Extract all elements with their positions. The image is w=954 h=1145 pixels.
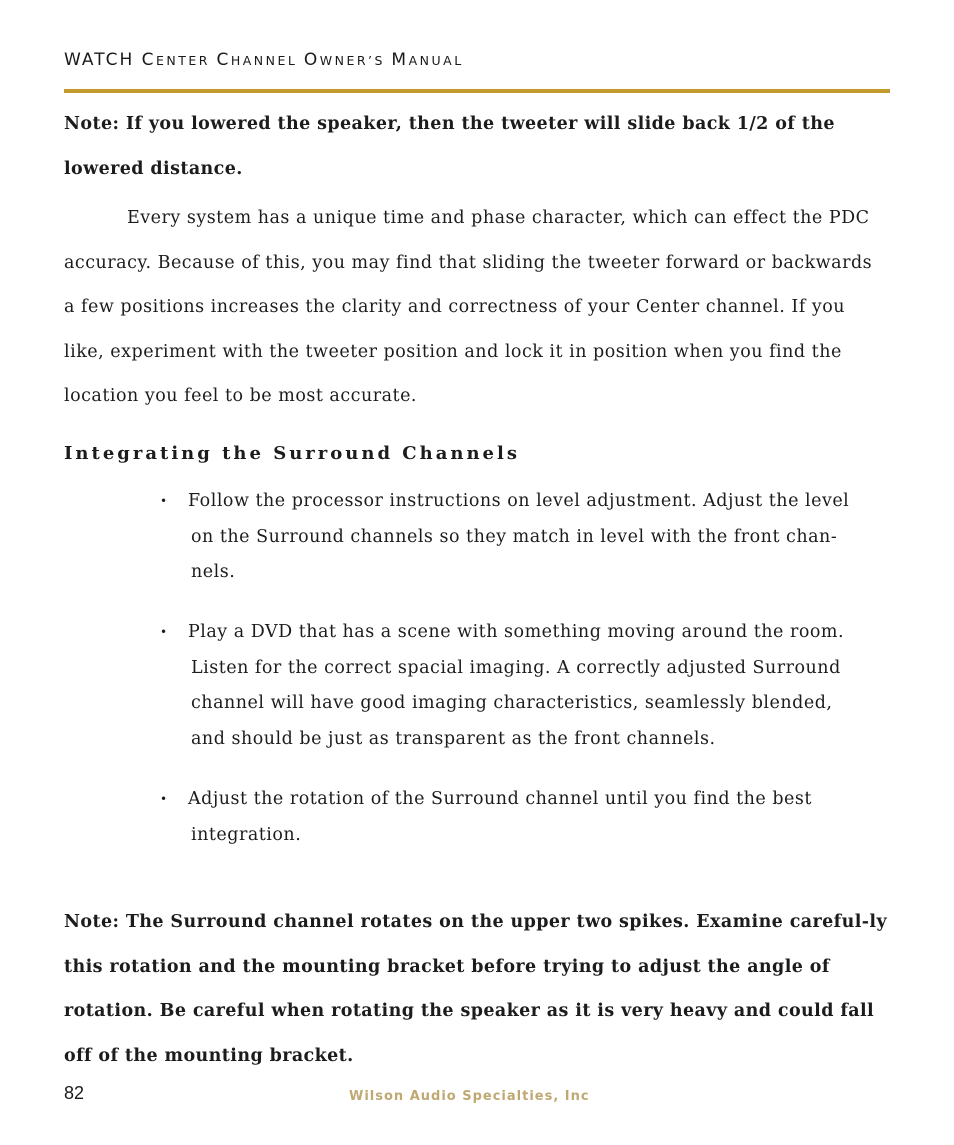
bullet-marker: •: [160, 625, 168, 639]
bullet-text: Play a DVD that has a scene with something moving around the room. Listen for the correct spacial imaging. A correctly adjusted Surround channel will have good imaging characteristics, seamlessly blended, and should be just as transparent as the front channels.: [188, 622, 845, 749]
running-header: [64, 50, 464, 70]
bullet-marker: •: [160, 792, 168, 806]
note-tweeter: Note: If you lowered the speaker, then the tweeter will slide back 1/2 of the lowered distance.: [64, 114, 835, 179]
bullet-item: [160, 782, 890, 853]
section-heading: Integrating the Surround Channels: [64, 443, 520, 464]
header-rule: [64, 89, 890, 93]
bullet-text: Follow the processor instructions on level adjustment. Adjust the level on the Surround channels so they match in level with the front chan- nels.: [188, 491, 850, 582]
page-number: 82: [64, 1083, 85, 1103]
bullet-text: Adjust the rotation of the Surround channel until you find the best integration.: [188, 789, 812, 845]
note-surround-rotation: Note: The Surround channel rotates on the upper two spikes. Examine careful-ly this rotation and the mounting bracket before trying to adjust the angle of rotation. Be careful when rotating the speaker as it is very heavy and could fall off of the mounting bracket.: [64, 912, 888, 1066]
footer-company: Wilson Audio Specialties, Inc: [349, 1089, 590, 1104]
header-brand: WATCH: [64, 50, 135, 70]
bullet-marker: •: [160, 494, 168, 508]
bullet-item: [160, 484, 890, 591]
header-subtitle: CENTER CHANNEL OWNER’S MANUAL: [141, 50, 464, 70]
body-paragraph: Every system has a unique time and phase character, which can effect the PDC accuracy. Because of this, you may find that sliding the tweeter forward or backwards a few positions increases the clarity and correctness of your Center channel. If you like, experiment with the tweeter position and lock it in position when you find the location you feel to be most accurate.: [64, 208, 873, 406]
bullet-item: [160, 615, 890, 757]
